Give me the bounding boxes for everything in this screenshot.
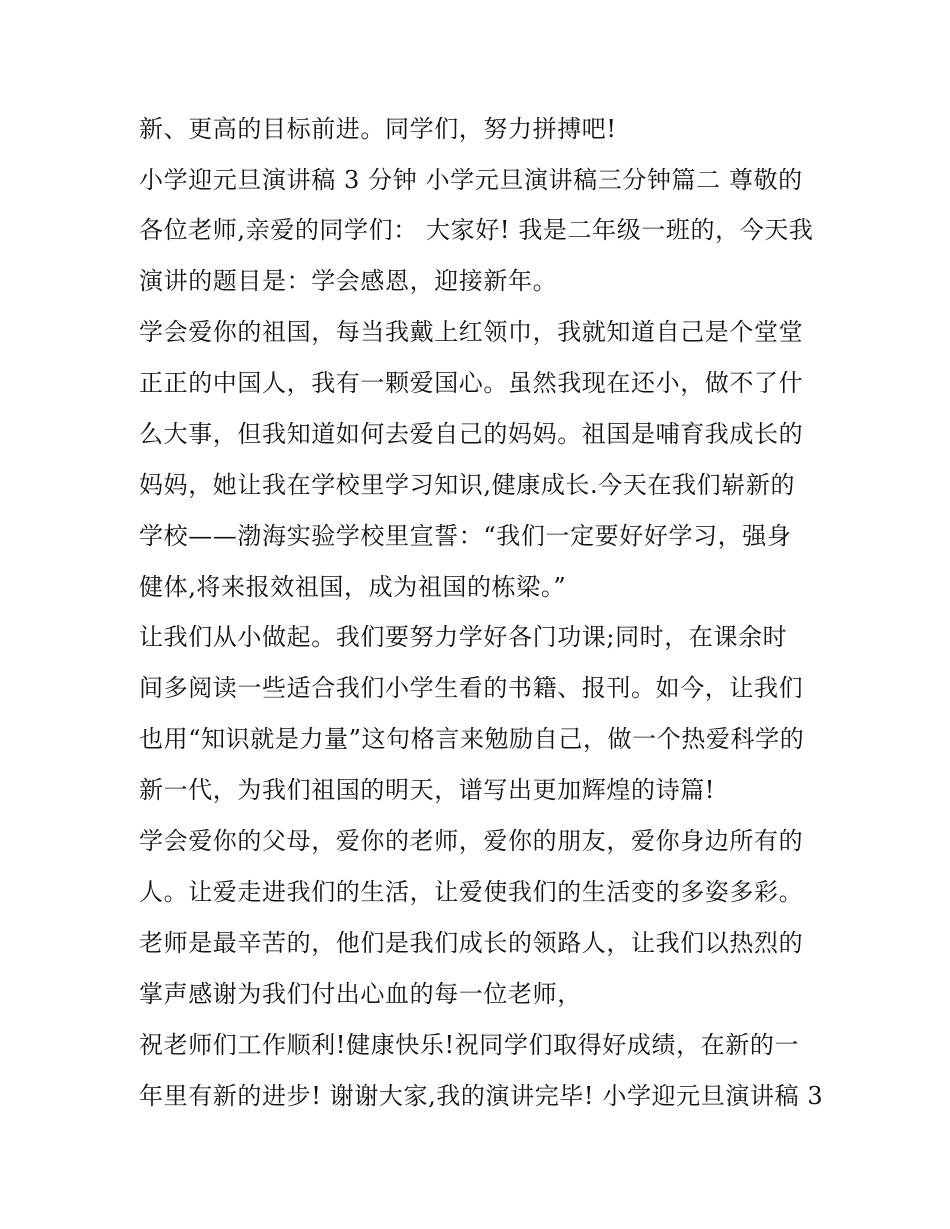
- text-line: 小学迎元旦演讲稿 3 分钟 小学元旦演讲稿三分钟篇二 尊敬的: [139, 166, 803, 194]
- text-line: 学校——渤海实验学校里宣誓：“我们一定要好好学习，强身: [139, 522, 792, 550]
- text-line: 学会爱你的父母，爱你的老师，爱你的朋友，爱你身边所有的: [139, 827, 804, 855]
- text-line: 祝老师们工作顺利!健康快乐!祝同学们取得好成绩，在新的一: [139, 1031, 800, 1059]
- text-line: 人。让爱走进我们的生活，让爱使我们的生活变的多姿多彩。: [139, 878, 804, 906]
- text-line: 间多阅读一些适合我们小学生看的书籍、报刊。如今，让我们: [139, 674, 804, 702]
- text-line: 老师是最辛苦的，他们是我们成长的领路人，让我们以热烈的: [139, 929, 804, 957]
- text-line: 新一代，为我们祖国的明天，谱写出更加辉煌的诗篇!: [139, 776, 716, 804]
- text-line: 也用“知识就是力量”这句格言来勉励自己，做一个热爱科学的: [139, 725, 805, 753]
- text-line: 新、更高的目标前进。同学们，努力拼搏吧!: [139, 115, 617, 143]
- text-line: 年里有新的进步! 谢谢大家,我的演讲完毕! 小学迎元旦演讲稿 3: [139, 1082, 824, 1110]
- text-line: 演讲的题目是：学会感恩，迎接新年。: [139, 267, 558, 295]
- text-line: 健体,将来报效祖国，成为祖国的栋梁。”: [139, 573, 567, 601]
- text-line: 让我们从小做起。我们要努力学好各门功课;同时，在课余时: [139, 623, 788, 651]
- text-line: 掌声感谢为我们付出心血的每一位老师，: [139, 980, 582, 1008]
- text-line: 各位老师,亲爱的同学们： 大家好! 我是二年级一班的，今天我: [139, 216, 814, 244]
- text-line: 么大事，但我知道如何去爱自己的妈妈。祖国是哺育我成长的: [139, 420, 804, 448]
- text-line: 妈妈，她让我在学校里学习知识,健康成长.今天在我们崭新的: [139, 471, 796, 499]
- text-line: 学会爱你的祖国，每当我戴上红领巾，我就知道自己是个堂堂: [139, 318, 804, 346]
- text-line: 正正的中国人，我有一颗爱国心。虽然我现在还小，做不了什: [139, 369, 804, 397]
